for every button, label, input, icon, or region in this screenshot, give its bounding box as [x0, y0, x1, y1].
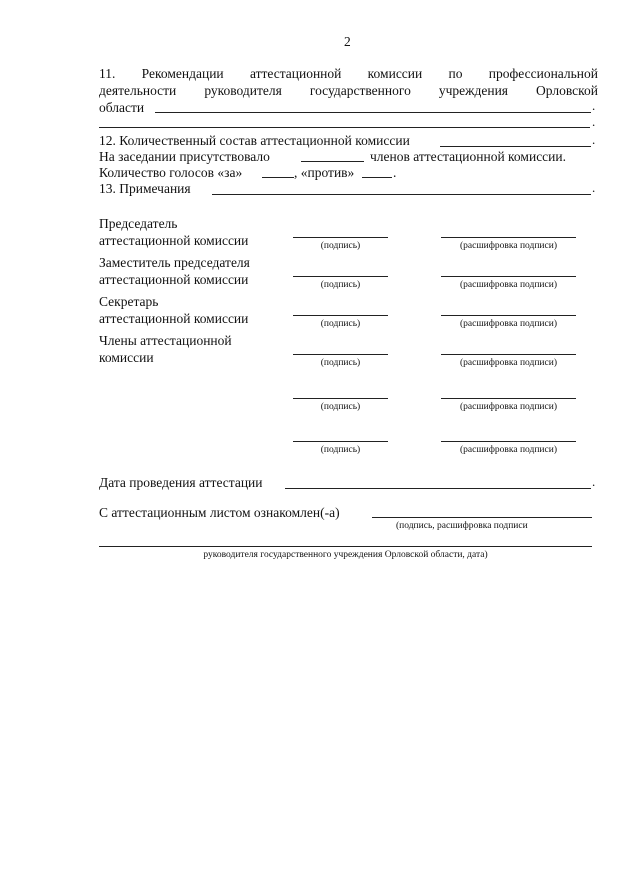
- section-11-line-1: 11. Рекомендации аттестационной комиссии по профессиональной: [99, 66, 598, 81]
- attended-suffix: членов аттестационной комиссии.: [370, 149, 567, 164]
- signature-field[interactable]: [293, 276, 388, 277]
- period: .: [592, 98, 596, 113]
- recommendations-field-1[interactable]: [155, 112, 591, 113]
- secretary-label-1: Секретарь: [99, 294, 159, 309]
- acquainted-label: С аттестационным листом ознакомлен(-а): [99, 505, 340, 520]
- period: .: [592, 132, 596, 147]
- decryption-field[interactable]: [441, 315, 576, 316]
- period: .: [592, 180, 596, 195]
- signature-caption: (подпись): [320, 319, 361, 329]
- section-11-line-3: области: [99, 100, 145, 115]
- period: .: [592, 114, 596, 129]
- decryption-field[interactable]: [441, 441, 576, 442]
- period: .: [592, 474, 596, 489]
- acquainted-signature-field[interactable]: [372, 517, 592, 518]
- attestation-date-field[interactable]: [285, 488, 591, 489]
- notes-field[interactable]: [212, 194, 591, 195]
- commission-size-field[interactable]: [440, 146, 591, 147]
- votes-for-field[interactable]: [262, 177, 294, 178]
- signature-caption: (подпись): [320, 241, 361, 251]
- acquainted-caption-2: руководителя государственного учреждения Орловской области, дата): [203, 550, 488, 560]
- decryption-field[interactable]: [441, 276, 576, 277]
- decryption-field[interactable]: [441, 398, 576, 399]
- section-13-label: 13. Примечания: [99, 181, 191, 196]
- signature-field[interactable]: [293, 237, 388, 238]
- signature-field[interactable]: [293, 315, 388, 316]
- signature-caption: (подпись): [320, 402, 361, 412]
- decryption-caption: (расшифровка подписи): [460, 445, 557, 455]
- page-number: 2: [344, 34, 351, 49]
- deputy-label-2: аттестационной комиссии: [99, 272, 249, 287]
- decryption-field[interactable]: [441, 354, 576, 355]
- decryption-caption: (расшифровка подписи): [460, 402, 557, 412]
- chair-label-1: Председатель: [99, 216, 178, 231]
- members-label-1: Члены аттестационной: [99, 333, 232, 348]
- attended-label: На заседании присутствовало: [99, 149, 270, 164]
- decryption-caption: (расшифровка подписи): [460, 241, 557, 251]
- recommendations-field-2[interactable]: [99, 127, 590, 128]
- section-12-label: 12. Количественный состав аттестационной комиссии: [99, 133, 410, 148]
- acquainted-caption-1: (подпись, расшифровка подписи: [396, 521, 528, 531]
- deputy-label-1: Заместитель председателя: [99, 255, 250, 270]
- decryption-caption: (расшифровка подписи): [460, 280, 557, 290]
- section-11-line-2: деятельности руководителя государственного учреждения Орловской: [99, 83, 598, 98]
- decryption-caption: (расшифровка подписи): [460, 358, 557, 368]
- attestation-date-label: Дата проведения аттестации: [99, 475, 263, 490]
- signature-caption: (подпись): [320, 280, 361, 290]
- secretary-label-2: аттестационной комиссии: [99, 311, 249, 326]
- attended-count-field[interactable]: [301, 161, 364, 162]
- decryption-field[interactable]: [441, 237, 576, 238]
- signature-caption: (подпись): [320, 445, 361, 455]
- chair-label-2: аттестационной комиссии: [99, 233, 249, 248]
- signature-field[interactable]: [293, 398, 388, 399]
- signature-field[interactable]: [293, 441, 388, 442]
- signature-caption: (подпись): [320, 358, 361, 368]
- votes-against-field[interactable]: [362, 177, 392, 178]
- decryption-caption: (расшифровка подписи): [460, 319, 557, 329]
- members-label-2: комиссии: [99, 350, 154, 365]
- votes-for-label: Количество голосов «за»: [99, 165, 243, 180]
- votes-period: .: [393, 165, 397, 180]
- signature-field[interactable]: [293, 354, 388, 355]
- acquainted-date-field[interactable]: [99, 546, 592, 547]
- votes-against-label: , «против»: [294, 165, 355, 180]
